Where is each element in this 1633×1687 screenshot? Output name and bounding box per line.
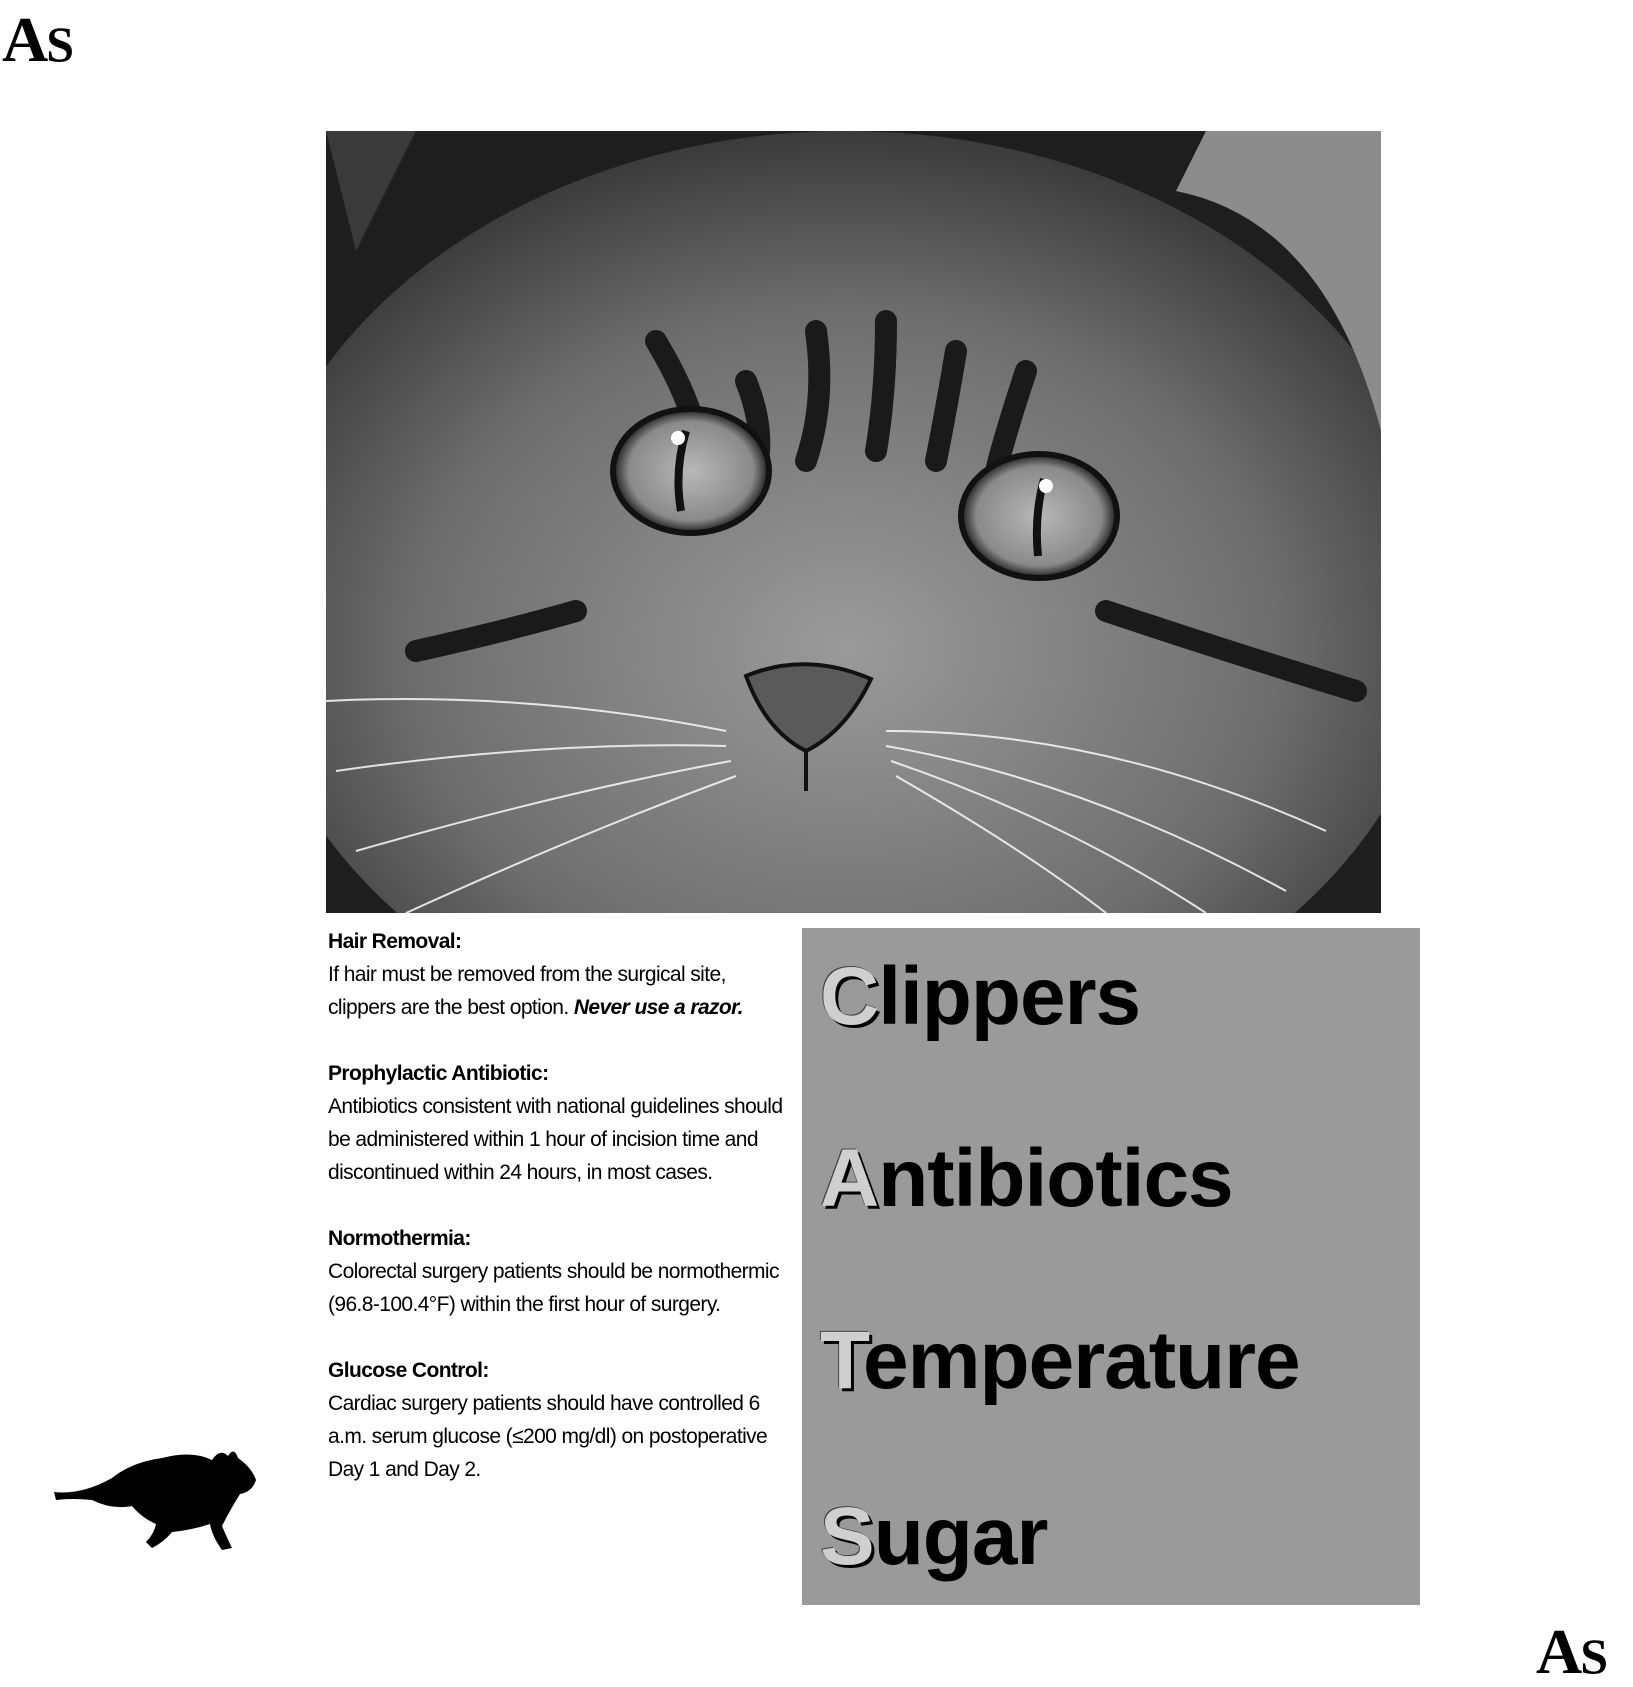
section-body: Colorectal surgery patients should be normothermic (96.8-100.4°F) within the first hour of surgery. bbox=[328, 1260, 779, 1316]
notes-section-normothermia bbox=[328, 1222, 798, 1321]
procedure-notes bbox=[328, 925, 798, 1519]
section-body: Antibiotics consistent with national guidelines should be administered within 1 hour of incision time and discontinued within 24 hours, in most cases. bbox=[328, 1095, 783, 1184]
section-title: Prophylactic Antibiotic: bbox=[328, 1062, 549, 1085]
mnemonic-word-sugar: Sugar bbox=[820, 1491, 1048, 1582]
corner-mark-bottom-right: AS bbox=[1536, 1616, 1607, 1687]
notes-section-glucose bbox=[328, 1354, 798, 1486]
section-body: If hair must be removed from the surgical site, clippers are the best option. Never use a razor. bbox=[328, 963, 743, 1019]
section-title: Normothermia: bbox=[328, 1227, 471, 1250]
section-title: Hair Removal: bbox=[328, 930, 462, 953]
running-cat-icon bbox=[52, 1440, 262, 1552]
notes-section-hair-removal bbox=[328, 925, 798, 1024]
mnemonic-word-antibiotics: Antibiotics bbox=[820, 1133, 1233, 1224]
cat-face-photo bbox=[326, 131, 1381, 913]
corner-mark-top-left: AS bbox=[2, 4, 73, 75]
razor-warning: Never use a razor. bbox=[573, 996, 743, 1019]
mnemonic-word-clippers: Clippers bbox=[820, 951, 1141, 1042]
cats-mnemonic-box bbox=[802, 928, 1420, 1605]
section-body: Cardiac surgery patients should have controlled 6 a.m. serum glucose (≤200 mg/dl) on postoperative Day 1 and Day 2. bbox=[328, 1392, 768, 1481]
notes-section-antibiotic bbox=[328, 1057, 798, 1189]
mnemonic-word-temperature: Temperature bbox=[820, 1315, 1300, 1406]
section-title: Glucose Control: bbox=[328, 1359, 489, 1382]
